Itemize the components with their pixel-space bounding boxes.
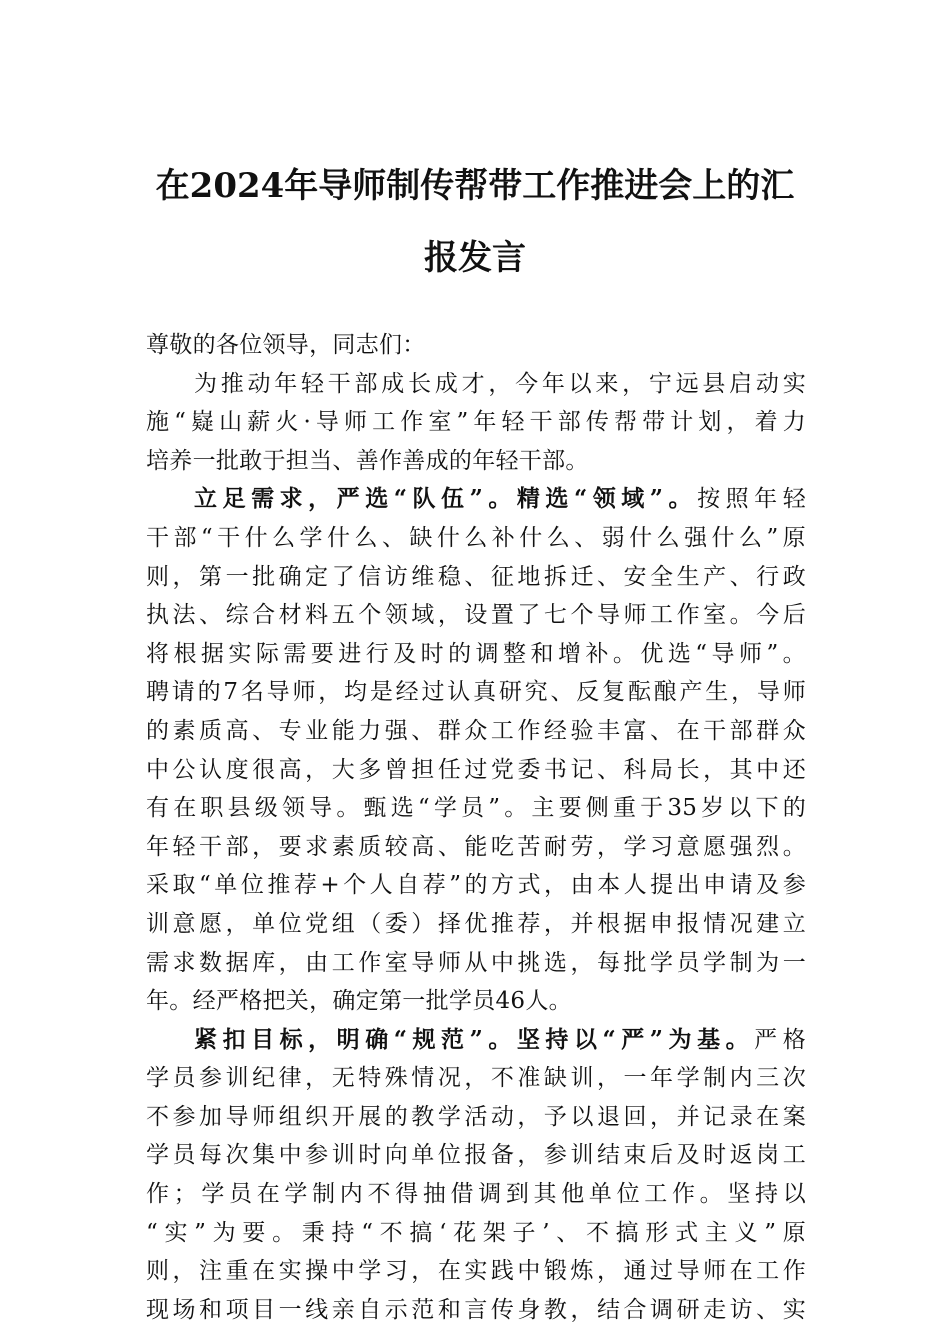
- salutation: 尊敬的各位领导，同志们：: [146, 332, 426, 358]
- paragraph-line: 学员参训纪律，无特殊情况，不准缺训，一年学制内三次: [146, 1065, 806, 1092]
- title-line-1: 在2024年导师制传帮带工作推进会上的汇: [155, 166, 795, 206]
- paragraph-line: 则，注重在实操中学习，在实践中锻炼，通过导师在工作: [146, 1258, 806, 1285]
- document-body: [146, 326, 806, 1329]
- paragraph-text: 按照年轻: [697, 486, 806, 513]
- paragraph-line: 学员每次集中参训时向单位报备，参训结束后及时返岗工: [146, 1142, 806, 1169]
- section-heading: 紧扣目标，明确“规范”。坚持以“严”为基。: [194, 1025, 755, 1053]
- paragraph-line: 有在职县级领导。甄选“学员”。主要侧重于35岁以下的: [146, 795, 806, 822]
- paragraph-line: 聘请的7名导师，均是经过认真研究、反复酝酿产生，导师: [146, 679, 806, 706]
- paragraph-line: 则，第一批确定了信访维稳、征地拆迁、安全生产、行政: [146, 563, 806, 590]
- paragraph-line: 施“嶷山薪火·导师工作室”年轻干部传帮带计划，着力: [146, 409, 806, 436]
- paragraph-line: 年。经严格把关，确定第一批学员46人。: [146, 988, 572, 1015]
- section-heading: 立足需求，严选“队伍”。精选“领域”。: [194, 485, 698, 513]
- paragraph-line: 不参加导师组织开展的教学活动，予以退回，并记录在案: [146, 1103, 806, 1130]
- title-line-2: 报发言: [424, 238, 526, 278]
- paragraph-intro: [146, 365, 806, 481]
- paragraph-section-1: [146, 480, 806, 1020]
- paragraph-line: 的素质高、专业能力强、群众工作经验丰富、在干部群众: [146, 717, 806, 744]
- paragraph-line: 需求数据库，由工作室导师从中挑选，每批学员学制为一: [146, 949, 806, 976]
- paragraph-text: 严格: [754, 1026, 806, 1053]
- paragraph-line: 采取“单位推荐+个人自荐”的方式，由本人提出申请及参: [146, 872, 806, 899]
- paragraph-line: 中公认度很高，大多曾担任过党委书记、科局长，其中还: [146, 756, 806, 783]
- paragraph-line: 将根据实际需要进行及时的调整和增补。优选“导师”。: [146, 640, 806, 667]
- paragraph-line: 作；学员在学制内不得抽借调到其他单位工作。坚持以: [146, 1181, 806, 1208]
- paragraph-section-2: [146, 1021, 806, 1330]
- paragraph-line: 培养一批敢于担当、善作善成的年轻干部。: [146, 447, 589, 474]
- paragraph-line: 为推动年轻干部成长成才，今年以来，宁远县启动实: [194, 370, 806, 397]
- paragraph-line: [146, 1021, 806, 1060]
- paragraph-line: 干部“干什么学什么、缺什么补什么、弱什么强什么”原: [146, 524, 806, 551]
- paragraph-line: 年轻干部，要求素质较高、能吃苦耐劳，学习意愿强烈。: [146, 833, 806, 860]
- paragraph-line: 训意愿，单位党组（委）择优推荐，并根据申报情况建立: [146, 910, 806, 937]
- document-title: [120, 150, 830, 294]
- paragraph-line: [146, 480, 806, 519]
- paragraph-line: 执法、综合材料五个领域，设置了七个导师工作室。今后: [146, 602, 806, 629]
- paragraph-line: “实”为要。秉持“不搞‘花架子’、不搞形式主义”原: [146, 1219, 806, 1246]
- paragraph-line: 现场和项目一线亲自示范和言传身教，结合调研走访、实: [146, 1296, 806, 1323]
